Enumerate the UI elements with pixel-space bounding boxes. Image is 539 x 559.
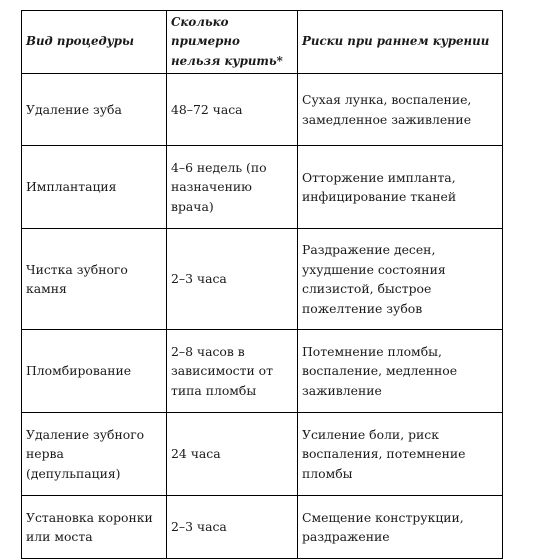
header-no-smoking-duration: Сколько примерно нельзя курить*	[167, 11, 298, 74]
cell-risks: Отторжение импланта, инфицирование тканей	[298, 146, 503, 229]
cell-duration: 2–3 часа	[167, 229, 298, 330]
cell-procedure: Имплантация	[22, 146, 167, 229]
table-row	[22, 74, 503, 146]
cell-risks: Смещение конструкции, раздражение	[298, 496, 503, 559]
cell-risks: Усиление боли, риск воспаления, потемнение пломбы	[298, 413, 503, 496]
cell-duration: 48–72 часа	[167, 74, 298, 146]
procedure-table-container	[21, 10, 503, 559]
cell-risks: Сухая лунка, воспаление, замедленное заживление	[298, 74, 503, 146]
cell-duration: 2–8 часов в зависимости от типа пломбы	[167, 330, 298, 413]
table-row	[22, 413, 503, 496]
cell-procedure: Удаление зуба	[22, 74, 167, 146]
cell-procedure: Пломбирование	[22, 330, 167, 413]
cell-duration: 2–3 часа	[167, 496, 298, 559]
procedure-smoking-table	[21, 10, 503, 559]
table-row	[22, 146, 503, 229]
table-row	[22, 330, 503, 413]
table-header-row	[22, 11, 503, 74]
cell-procedure: Установка коронки или моста	[22, 496, 167, 559]
table-row	[22, 496, 503, 559]
header-risks: Риски при раннем курении	[298, 11, 503, 74]
cell-risks: Раздражение десен, ухудшение состояния слизистой, быстрое пожелтение зубов	[298, 229, 503, 330]
cell-duration: 4–6 недель (по назначению врача)	[167, 146, 298, 229]
table-row	[22, 229, 503, 330]
cell-duration: 24 часа	[167, 413, 298, 496]
cell-procedure: Удаление зубного нерва (депульпация)	[22, 413, 167, 496]
cell-risks: Потемнение пломбы, воспаление, медленное заживление	[298, 330, 503, 413]
header-procedure: Вид процедуры	[22, 11, 167, 74]
cell-procedure: Чистка зубного камня	[22, 229, 167, 330]
